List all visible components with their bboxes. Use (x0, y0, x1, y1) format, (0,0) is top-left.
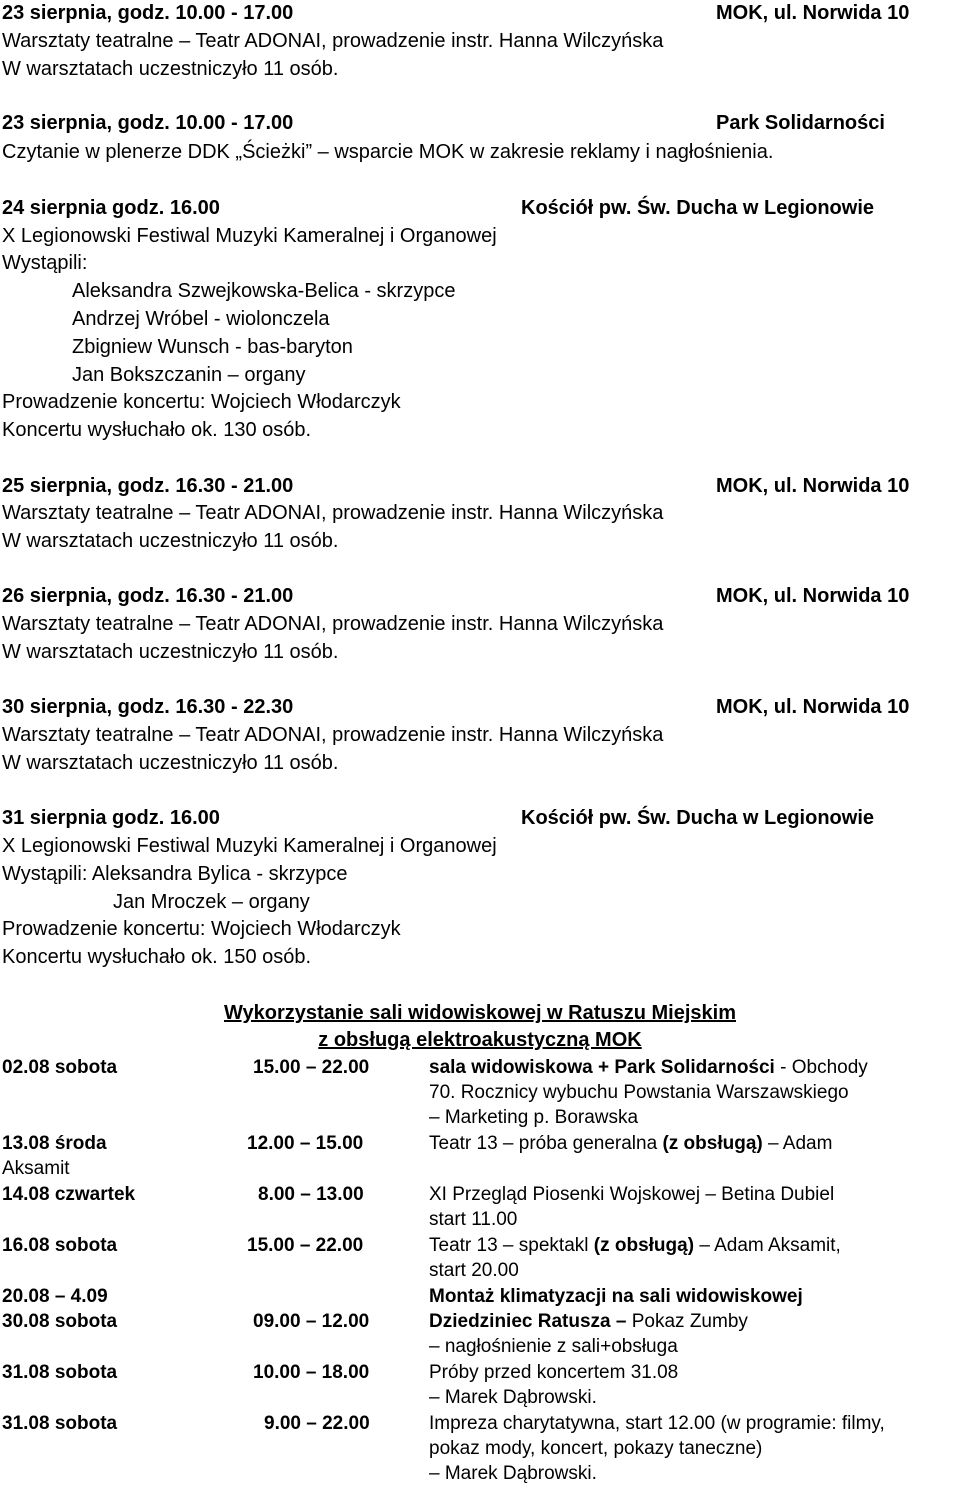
event-date: 23 sierpnia, godz. 10.00 - 17.00 (2, 2, 294, 24)
row-time: 15.00 – 22.00 (253, 1057, 370, 1078)
section-title: Wykorzystanie sali widowiskowej w Ratuszu Miejskim (223, 1002, 736, 1024)
row-desc-cont: – nagłośnienie z sali+obsługa (429, 1336, 678, 1357)
event-desc: Warsztaty teatralne – Teatr ADONAI, prowadzenie instr. Hanna Wilczyńska (2, 613, 664, 635)
row-desc-cont: start 20.00 (429, 1260, 519, 1281)
row-time: 10.00 – 18.00 (253, 1362, 370, 1383)
event-date: 23 sierpnia, godz. 10.00 - 17.00 (2, 112, 294, 134)
row-date: 30.08 sobota (2, 1311, 118, 1332)
event-desc: W warsztatach uczestniczyło 11 osób. (2, 641, 339, 663)
event-place: Kościół pw. Św. Ducha w Legionowie (521, 807, 874, 829)
performer: Zbigniew Wunsch - bas-baryton (72, 336, 353, 358)
event-place: Park Solidarności (716, 112, 885, 134)
row-date: 13.08 środa (2, 1133, 107, 1154)
performer: Jan Bokszczanin – organy (72, 364, 306, 386)
event-desc: Wystąpili: (2, 252, 88, 274)
event-desc: Prowadzenie koncertu: Wojciech Włodarczyk (2, 918, 401, 940)
row-date: 20.08 – 4.09 (2, 1286, 108, 1307)
event-date: 26 sierpnia, godz. 16.30 - 21.00 (2, 585, 294, 607)
event-date: 30 sierpnia, godz. 16.30 - 22.30 (2, 696, 294, 718)
row-desc-cont: – Marketing p. Borawska (429, 1107, 639, 1128)
row-time: 8.00 – 13.00 (258, 1184, 364, 1205)
row-date: 31.08 sobota (2, 1413, 118, 1434)
event-date: 25 sierpnia, godz. 16.30 - 21.00 (2, 475, 294, 497)
event-place: Kościół pw. Św. Ducha w Legionowie (521, 197, 874, 219)
performer: Andrzej Wróbel - wiolonczela (72, 308, 330, 330)
row-time: 09.00 – 12.00 (253, 1311, 370, 1332)
row-time: 15.00 – 22.00 (247, 1235, 364, 1256)
row-time: 9.00 – 22.00 (264, 1413, 370, 1434)
event-desc: Koncertu wysłuchało ok. 150 osób. (2, 946, 312, 968)
event-desc: W warsztatach uczestniczyło 11 osób. (2, 530, 339, 552)
event-place: MOK, ul. Norwida 10 (716, 585, 910, 607)
event-date: 24 sierpnia godz. 16.00 (2, 197, 220, 219)
row-desc: Montaż klimatyzacji na sali widowiskowej (429, 1286, 803, 1307)
event-desc: Prowadzenie koncertu: Wojciech Włodarczyk (2, 391, 401, 413)
row-desc: Dziedziniec Ratusza – Pokaz Zumby (429, 1311, 748, 1332)
event-desc: Czytanie w plenerze DDK „Ścieżki” – wsparcie MOK w zakresie reklamy i nagłośnienia. (2, 141, 774, 163)
row-date: 16.08 sobota (2, 1235, 118, 1256)
performer: Aleksandra Szwejkowska-Belica - skrzypce (72, 280, 456, 302)
row-desc-cont: – Marek Dąbrowski. (429, 1387, 597, 1408)
row-desc-cont: – Marek Dąbrowski. (429, 1463, 597, 1484)
section-title: z obsługą elektroakustyczną MOK (318, 1029, 642, 1051)
row-time: 12.00 – 15.00 (247, 1133, 364, 1154)
row-desc: sala widowiskowa + Park Solidarności - Obchody (429, 1057, 868, 1078)
event-place: MOK, ul. Norwida 10 (716, 696, 910, 718)
performer: Jan Mroczek – organy (113, 891, 310, 913)
row-date: 02.08 sobota (2, 1057, 118, 1078)
row-desc-cont: start 11.00 (429, 1209, 518, 1230)
row-desc: Teatr 13 – próba generalna (z obsługą) – Adam (429, 1133, 833, 1154)
event-desc: Warsztaty teatralne – Teatr ADONAI, prowadzenie instr. Hanna Wilczyńska (2, 30, 664, 52)
event-desc: Koncertu wysłuchało ok. 130 osób. (2, 419, 312, 441)
row-desc: Teatr 13 – spektakl (z obsługą) – Adam Aksamit, (429, 1235, 841, 1256)
event-desc: X Legionowski Festiwal Muzyki Kameralnej i Organowej (2, 835, 497, 857)
row-desc-cont: 70. Rocznicy wybuchu Powstania Warszawskiego (429, 1082, 849, 1103)
event-place: MOK, ul. Norwida 10 (716, 475, 910, 497)
event-date: 31 sierpnia godz. 16.00 (2, 807, 220, 829)
row-date: 31.08 sobota (2, 1362, 118, 1383)
event-desc: Warsztaty teatralne – Teatr ADONAI, prowadzenie instr. Hanna Wilczyńska (2, 502, 664, 524)
event-desc: Warsztaty teatralne – Teatr ADONAI, prowadzenie instr. Hanna Wilczyńska (2, 724, 664, 746)
row-desc-wrap: Aksamit (2, 1158, 70, 1179)
event-place: MOK, ul. Norwida 10 (716, 2, 910, 24)
row-desc-cont: pokaz mody, koncert, pokazy taneczne) (429, 1438, 763, 1459)
row-desc: XI Przegląd Piosenki Wojskowej – Betina Dubiel (429, 1184, 835, 1205)
row-desc: Impreza charytatywna, start 12.00 (w programie: filmy, (429, 1413, 885, 1434)
event-desc: W warsztatach uczestniczyło 11 osób. (2, 58, 339, 80)
row-date: 14.08 czwartek (2, 1184, 136, 1205)
event-desc: Wystąpili: Aleksandra Bylica - skrzypce (2, 863, 348, 885)
row-desc: Próby przed koncertem 31.08 (429, 1362, 679, 1383)
event-desc: X Legionowski Festiwal Muzyki Kameralnej i Organowej (2, 225, 497, 247)
event-desc: W warsztatach uczestniczyło 11 osób. (2, 752, 339, 774)
